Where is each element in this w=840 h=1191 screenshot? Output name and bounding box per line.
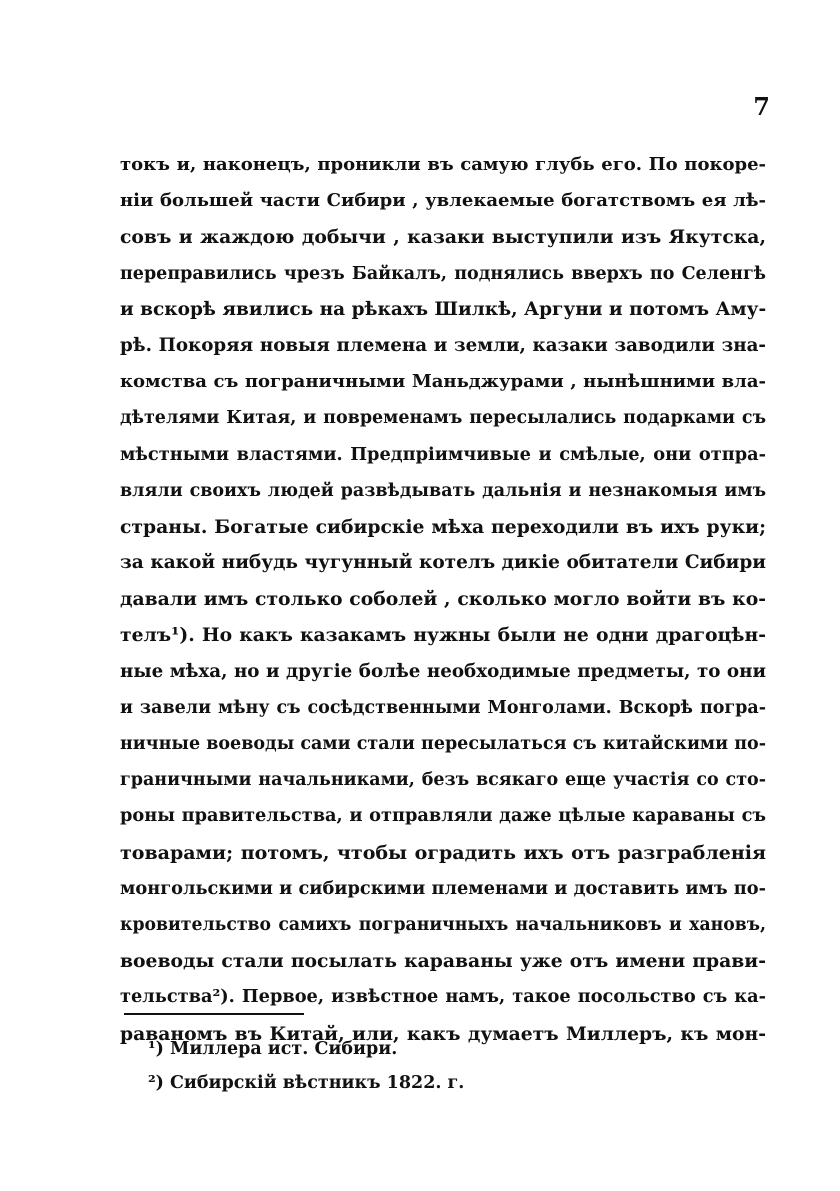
- text-line: дѣтелями Китая, и повременамъ пересылались подарками съ: [120, 408, 766, 429]
- footnotes: [148, 1032, 708, 1100]
- footnote-text: Сибирскiй вѣстникъ 1822. г.: [169, 1073, 465, 1093]
- text-line: кровительство самихъ пограничныхъ начальниковъ и хановъ,: [120, 914, 766, 935]
- text-line: граничными начальниками, безъ всякаго еще участiя со сто-: [120, 770, 766, 791]
- footnote-mark: ²): [148, 1073, 164, 1093]
- text-line: тельства²). Первое, извѣстное намъ, такое посольство съ ка-: [120, 986, 766, 1008]
- text-line: нiи большей части Сибири , увлекаемые богатствомъ ея лѣ-: [120, 190, 766, 212]
- text-line: раваномъ въ Китай, или, какъ думаетъ Миллеръ, къ мон-: [120, 1022, 766, 1045]
- text-line: переправились чрезъ Байкалъ, поднялись вверхъ по Селенгѣ: [120, 263, 766, 284]
- text-line: страны. Богатые сибирскiе мѣха переходили въ ихъ руки;: [120, 515, 766, 538]
- text-line: товарами; потомъ, чтобы оградить ихъ отъ разграбленiя: [120, 841, 766, 864]
- text-line: токъ и, наконецъ, проникли въ самую глубь его. По покоре-: [120, 154, 766, 175]
- footnote: [148, 1066, 708, 1100]
- text-line: давали имъ столько соболей , сколько могло войти въ ко-: [120, 588, 766, 611]
- footnote-divider: [124, 1013, 304, 1015]
- text-line: монгольскими и сибирскими племенами и доставить имъ по-: [120, 877, 766, 899]
- text-line: совъ и жаждою добычи , казаки выступили изъ Якутска,: [120, 226, 766, 249]
- text-line: вляли своихъ людей развѣдывать дальнiя и незнакомыя имъ: [120, 480, 766, 501]
- text-line: воеводы стали посылать караваны уже отъ имени прави-: [120, 950, 766, 973]
- text-line: роны правительства, и отправляли даже цѣлые караваны съ: [120, 805, 766, 827]
- text-line: телъ¹). Но какъ казакамъ нужны были не одни драгоцѣн-: [120, 624, 766, 647]
- text-line: и вскорѣ явились на рѣкахъ Шилкѣ, Аргуни и потомъ Аму-: [120, 298, 767, 320]
- text-line: ные мѣха, но и другiе болѣе необходимые предметы, то они: [120, 660, 766, 682]
- footnote-mark: ¹): [148, 1039, 164, 1059]
- text-line: мѣстными властями. Предпрiимчивые и смѣлые, они отпра-: [120, 443, 766, 465]
- text-line: ничные воеводы сами стали пересылаться съ китайскими по-: [120, 734, 766, 754]
- text-line: комства съ пограничными Маньджурами , нынѣшними вла-: [120, 371, 766, 393]
- page-number: 7: [753, 92, 770, 121]
- text-line: и завели мѣну съ сосѣдственными Монголами. Вскорѣ погра-: [120, 697, 766, 718]
- body-text: [120, 147, 766, 1052]
- text-line: рѣ. Покоряя новыя племена и земли, казаки заводили зна-: [120, 334, 766, 356]
- text-line: за какой нибудь чугунный котелъ дикiе обитатели Сибири: [120, 552, 766, 574]
- footnote-text: Миллера ист. Сибири.: [169, 1039, 398, 1059]
- footnote: [148, 1032, 708, 1066]
